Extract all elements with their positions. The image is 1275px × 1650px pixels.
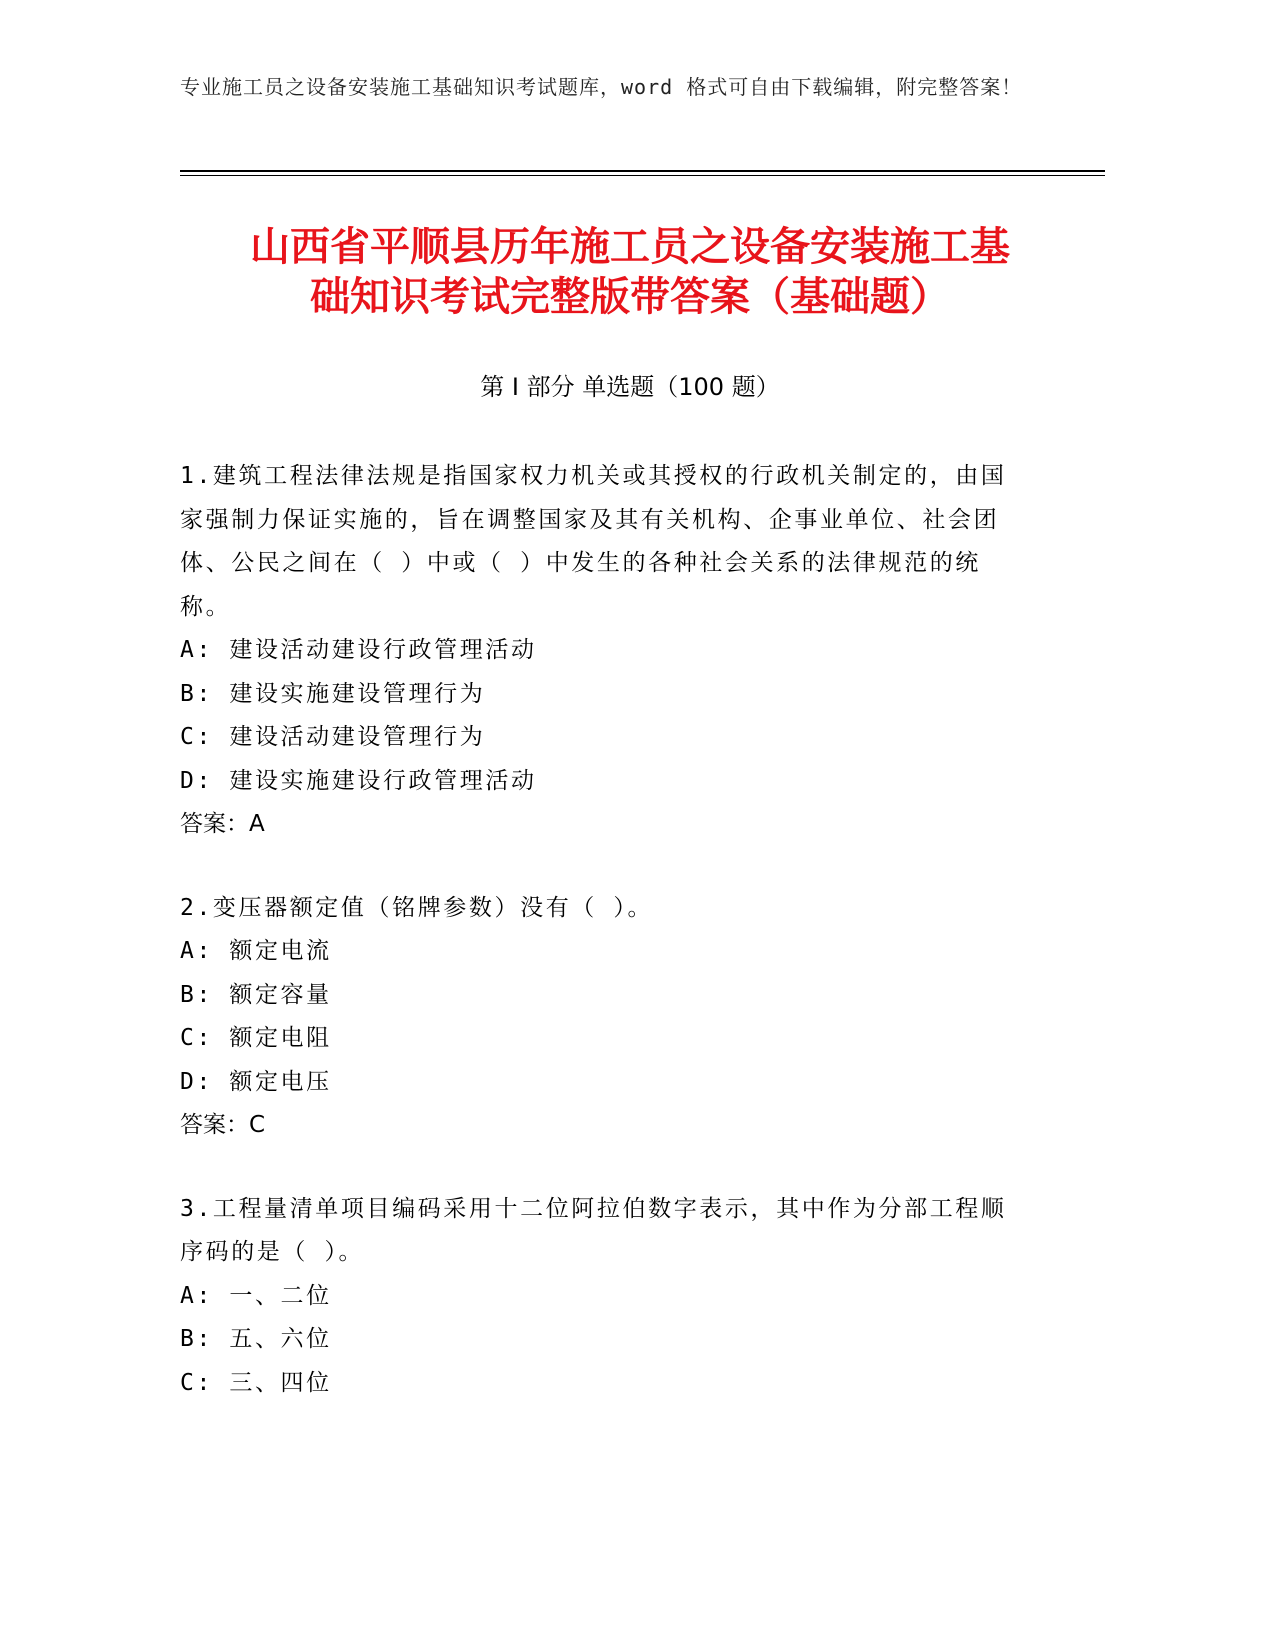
option-a: A: 一、二位: [180, 1282, 332, 1309]
header-rule-thick: [180, 170, 1105, 172]
document-title-line-1: 山西省平顺县历年施工员之设备安装施工基: [250, 224, 1010, 270]
section-heading: 第 I 部分 单选题（100 题）: [480, 373, 780, 401]
option-c: C: 额定电阻: [180, 1025, 332, 1051]
question-3: [180, 1188, 1030, 1406]
question-1: [180, 455, 1030, 847]
question-stem: 1.建筑工程法律法规是指国家权力机关或其授权的行政机关制定的，由国家强制力保证实施的，旨在调整国家及其有关机构、企事业单位、社会团体、公民之间在（ ）中或（ ）中发生的各种社会关系的法律规范的统称。: [180, 463, 1007, 620]
option-b: B: 建设实施建设管理行为: [180, 680, 486, 707]
option-d: D: 额定电压: [180, 1068, 332, 1095]
document-title-line-2: 础知识考试完整版带答案（基础题）: [310, 274, 950, 320]
option-c: C: 建设活动建设管理行为: [180, 724, 486, 750]
option-a: A: 建设活动建设行政管理活动: [180, 637, 537, 663]
question-stem: 3.工程量清单项目编码采用十二位阿拉伯数字表示，其中作为分部工程顺序码的是（ ）。: [180, 1195, 1007, 1265]
answer-line: 答案：C: [180, 1112, 266, 1138]
option-a: A: 额定电流: [180, 938, 332, 964]
header-rule-thin: [180, 175, 1105, 176]
option-b: B: 五、六位: [180, 1326, 332, 1352]
option-c: C: 三、四位: [180, 1369, 332, 1396]
document-title: [180, 222, 1080, 322]
question-2: [180, 887, 1030, 1148]
option-b: B: 额定容量: [180, 981, 332, 1008]
option-d: D: 建设实施建设行政管理活动: [180, 767, 537, 794]
header-note: 专业施工员之设备安装施工基础知识考试题库，word 格式可自由下载编辑，附完整答案！: [180, 75, 1023, 99]
question-list: [180, 455, 1030, 1445]
question-stem: 2.变压器额定值（铭牌参数）没有（ ）。: [180, 894, 654, 921]
answer-line: 答案：A: [180, 811, 265, 837]
